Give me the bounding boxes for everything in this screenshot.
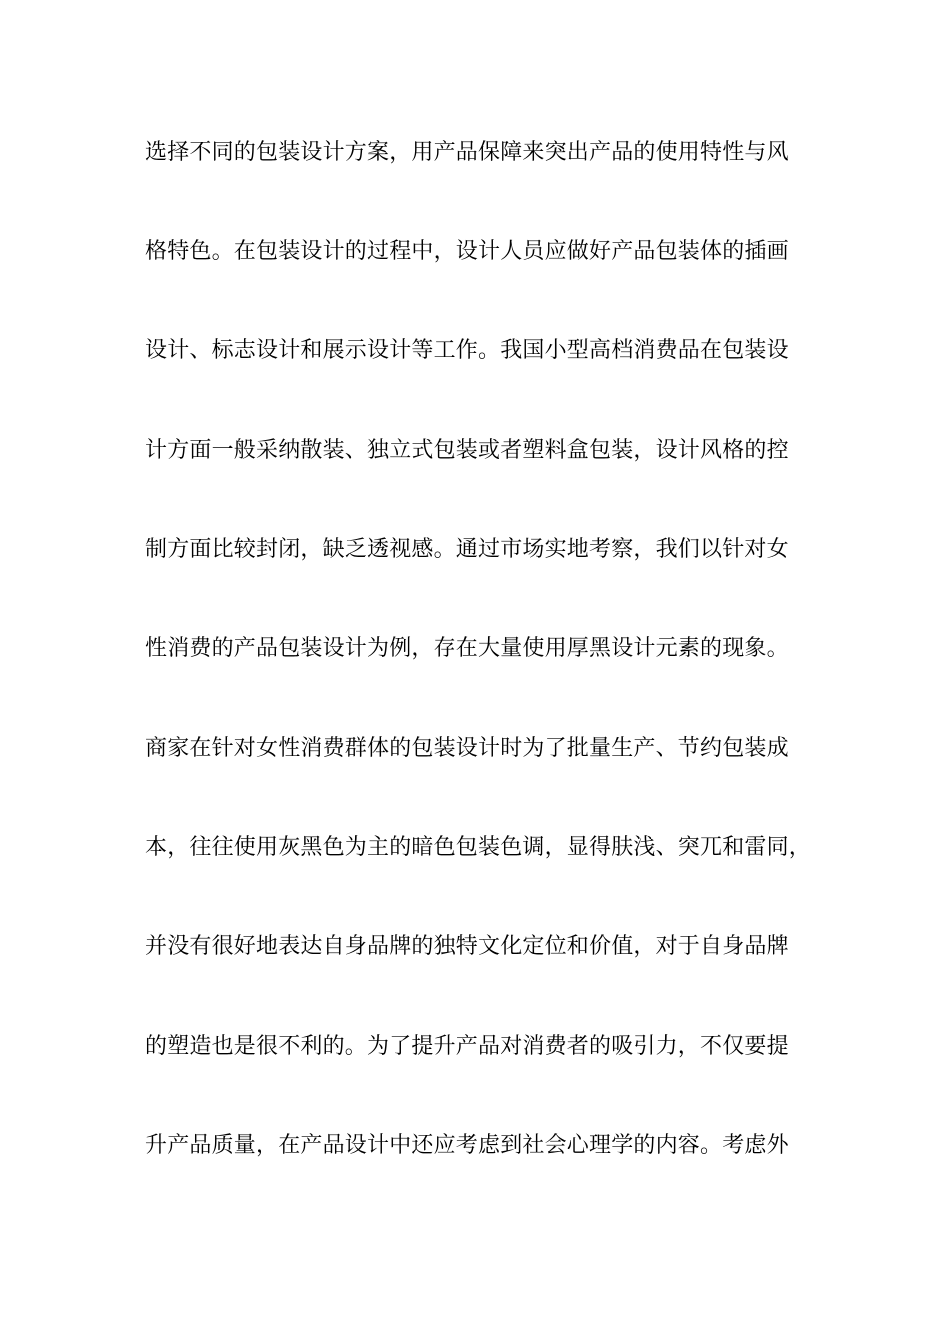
body-text-line-8: 本，往往使用灰黑色为主的暗色包装色调，显得肤浅、突兀和雷同， — [145, 835, 812, 860]
body-text-line-7: 商家在针对女性消费群体的包装设计时为了批量生产、节约包装成 — [145, 736, 789, 761]
body-text-line-1: 选择不同的包装设计方案，用产品保障来突出产品的使用特性与风 — [145, 140, 789, 165]
body-text-line-4: 计方面一般采纳散装、独立式包装或者塑料盒包装，设计风格的控 — [145, 438, 789, 463]
body-text-line-6: 性消费的产品包装设计为例，存在大量使用厚黑设计元素的现象。 — [145, 636, 789, 661]
body-text-line-11: 升产品质量，在产品设计中还应考虑到社会心理学的内容。考虑外 — [145, 1133, 789, 1158]
body-text-line-9: 并没有很好地表达自身品牌的独特文化定位和价值，对于自身品牌 — [145, 934, 789, 959]
body-text-line-5: 制方面比较封闭，缺乏透视感。通过市场实地考察，我们以针对女 — [145, 537, 789, 562]
body-text-line-3: 设计、标志设计和展示设计等工作。我国小型高档消费品在包装设 — [145, 338, 789, 363]
body-text-line-2: 格特色。在包装设计的过程中，设计人员应做好产品包装体的插画 — [145, 239, 789, 264]
body-text-line-10: 的塑造也是很不利的。为了提升产品对消费者的吸引力，不仅要提 — [145, 1034, 789, 1059]
